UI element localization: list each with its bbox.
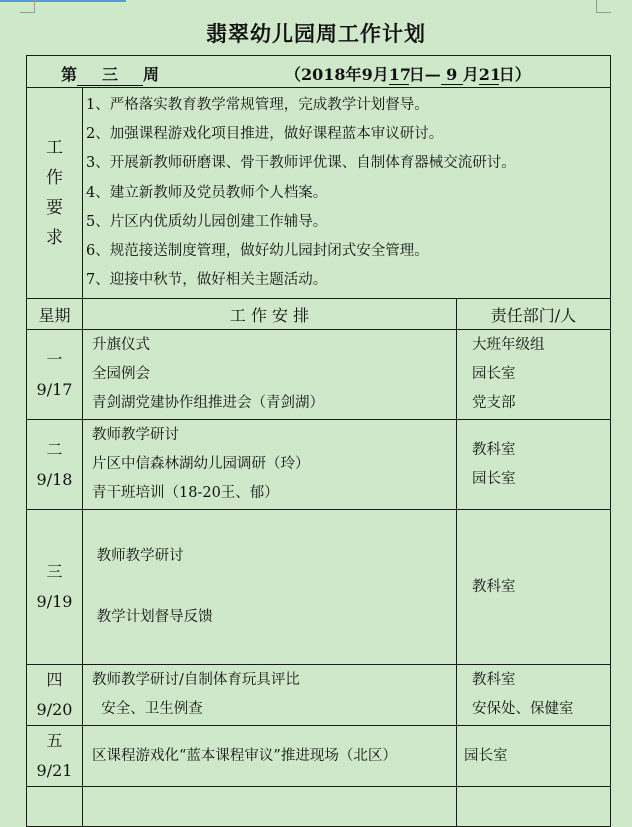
date-start-month: 9 bbox=[361, 65, 373, 84]
date-open-paren: （ bbox=[285, 65, 302, 84]
dept-item: 园长室 bbox=[464, 747, 508, 764]
dept-item: 教科室 bbox=[472, 672, 516, 689]
task-cell bbox=[83, 726, 457, 787]
schedule-row-thu bbox=[27, 665, 611, 726]
requirements-row bbox=[27, 88, 611, 299]
date-year-unit: 年 bbox=[345, 65, 362, 84]
date-end-month: 9 bbox=[441, 65, 463, 85]
day-cell bbox=[27, 510, 83, 665]
task-cell bbox=[83, 420, 457, 510]
task-item: 区课程游戏化“蓝本课程审议”推进现场（北区） bbox=[92, 747, 397, 764]
task-cell bbox=[83, 330, 457, 420]
dept-cell bbox=[457, 420, 611, 510]
requirement-item: 1、严格落实教育教学常规管理，完成教学计划督导。 bbox=[86, 97, 429, 113]
task-item: 青剑湖党建协作组推进会（青剑湖） bbox=[92, 395, 324, 412]
day-date: 9/21 bbox=[36, 761, 73, 781]
week-number-value: 三 bbox=[77, 62, 143, 86]
task-item: 升旗仪式 bbox=[92, 337, 150, 354]
req-label-char: 求 bbox=[46, 228, 63, 249]
task-item: 教学计划督导反馈 bbox=[92, 609, 213, 626]
task-item: 青干班培训（18-20王、郁） bbox=[92, 485, 279, 502]
week-prefix: 第 bbox=[61, 65, 78, 84]
task-cell bbox=[83, 665, 457, 726]
req-label-char: 工 bbox=[46, 138, 63, 159]
week-row bbox=[27, 56, 611, 88]
weekday: 一 bbox=[46, 349, 63, 369]
day-date: 9/20 bbox=[36, 700, 73, 720]
task-item: 教师教学研讨/自制体育玩具评比 bbox=[92, 672, 300, 689]
date-month-unit: 月 bbox=[372, 65, 389, 84]
page-corner-mark-left bbox=[20, 0, 35, 13]
dept-item: 教科室 bbox=[472, 578, 516, 595]
dept-item: 大班年级组 bbox=[472, 337, 545, 354]
dept-cell bbox=[457, 665, 611, 726]
schedule-row-wed bbox=[27, 510, 611, 665]
task-item: 安全、卫生例查 bbox=[92, 701, 203, 718]
dept-item: 安保处、保健室 bbox=[472, 701, 574, 718]
header-day: 星期 bbox=[27, 299, 83, 330]
day-cell bbox=[27, 330, 83, 420]
day-date: 9/18 bbox=[36, 469, 73, 489]
requirement-item: 6、规范接送制度管理，做好幼儿园封闭式安全管理。 bbox=[86, 242, 429, 259]
empty-cell bbox=[27, 787, 83, 827]
requirements-list bbox=[83, 88, 611, 299]
requirement-item: 4、建立新教师及党员教师个人档案。 bbox=[86, 184, 328, 201]
header-work: 工 作 安 排 bbox=[83, 299, 457, 330]
date-year: 2018 bbox=[301, 65, 346, 84]
schedule-row-fri bbox=[27, 726, 611, 787]
requirements-label bbox=[27, 88, 83, 299]
empty-cell bbox=[83, 787, 457, 827]
empty-cell bbox=[457, 787, 611, 827]
task-item: 片区中信森林湖幼儿园调研（玲） bbox=[92, 456, 310, 473]
schedule-row-mon bbox=[27, 330, 611, 420]
weekday: 四 bbox=[46, 670, 63, 690]
week-number bbox=[61, 62, 159, 86]
day-date: 9/19 bbox=[36, 592, 73, 612]
weekday: 五 bbox=[46, 731, 63, 751]
schedule-row-empty bbox=[27, 787, 611, 827]
task-item: 全园例会 bbox=[92, 366, 150, 383]
schedule-header-row bbox=[27, 299, 611, 330]
weekday: 二 bbox=[46, 439, 63, 459]
day-cell bbox=[27, 665, 83, 726]
dept-cell bbox=[457, 330, 611, 420]
day-cell bbox=[27, 726, 83, 787]
week-cell bbox=[27, 56, 611, 88]
dept-item: 园长室 bbox=[472, 470, 516, 487]
weekly-plan-table bbox=[26, 55, 611, 827]
day-cell bbox=[27, 420, 83, 510]
requirement-item: 2、加强课程游戏化项目推进，做好课程蓝本审议研讨。 bbox=[86, 126, 444, 143]
date-month-unit-2: 月 bbox=[462, 65, 479, 84]
dept-item: 教科室 bbox=[472, 441, 516, 458]
week-suffix: 周 bbox=[143, 65, 160, 84]
week-date-range bbox=[285, 62, 531, 85]
dept-cell bbox=[457, 510, 611, 665]
requirement-item: 3、开展新教师研磨课、骨干教师评优课、自制体育器械交流研讨。 bbox=[86, 155, 516, 172]
dept-item: 党支部 bbox=[472, 395, 516, 412]
header-dept: 责任部门/人 bbox=[457, 299, 611, 330]
req-label-char: 要 bbox=[46, 198, 63, 219]
requirement-item: 5、片区内优质幼儿园创建工作辅导。 bbox=[86, 213, 328, 230]
date-start-day: 17 bbox=[388, 65, 411, 84]
task-item: 教师教学研讨 bbox=[92, 427, 179, 444]
schedule-row-tue bbox=[27, 420, 611, 510]
weekday: 三 bbox=[46, 562, 63, 582]
task-cell bbox=[83, 510, 457, 665]
date-close: 日） bbox=[498, 65, 531, 84]
task-item: 教师教学研讨 bbox=[92, 548, 184, 565]
date-end-day: 21 bbox=[478, 65, 502, 84]
requirement-item: 7、迎接中秋节，做好相关主题活动。 bbox=[86, 272, 328, 289]
page-corner-mark-right bbox=[596, 0, 611, 13]
page-title: 翡翠幼儿园周工作计划 bbox=[206, 21, 426, 46]
date-dash: 日— bbox=[408, 65, 441, 84]
dept-cell bbox=[457, 726, 611, 787]
top-left-accent-line bbox=[0, 0, 126, 2]
day-date: 9/17 bbox=[36, 379, 73, 399]
dept-item: 园长室 bbox=[472, 366, 516, 383]
req-label-char: 作 bbox=[46, 168, 63, 189]
